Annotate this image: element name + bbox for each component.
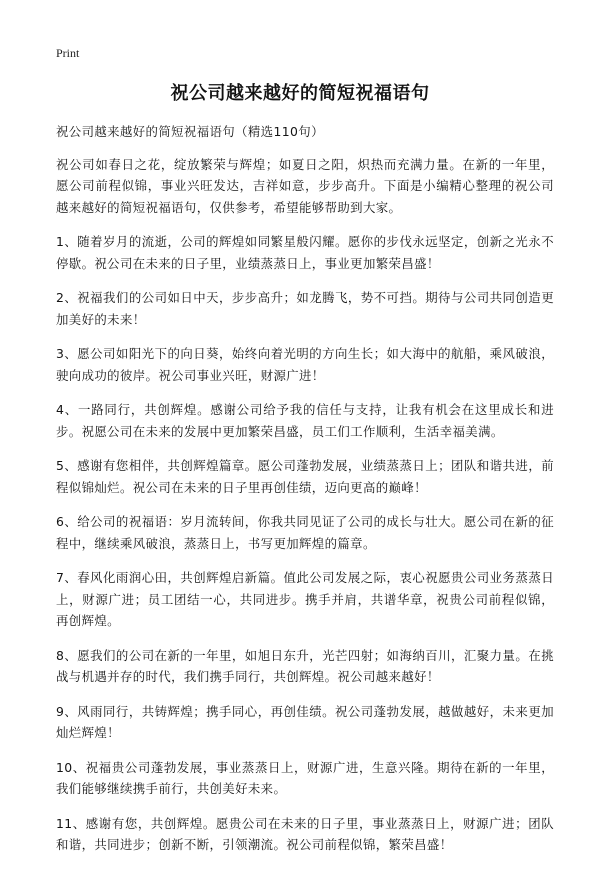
list-item: 3、愿公司如阳光下的向日葵，始终向着光明的方向生长；如大海中的航船，乘风破浪，驶向成功的彼岸。祝公司事业兴旺，财源广进！: [56, 346, 554, 383]
list-item: 5、感谢有您相伴，共创辉煌篇章。愿公司蓬勃发展，业绩蒸蒸日上；团队和谐共进，前程似锦灿烂。祝公司在未来的日子里再创佳绩，迈向更高的巅峰！: [56, 458, 554, 495]
list-item: 7、春风化雨润心田，共创辉煌启新篇。值此公司发展之际，衷心祝愿贵公司业务蒸蒸日上，财源广进；员工团结一心，共同进步。携手并肩，共谱华章，祝贵公司前程似锦，再创辉煌。: [56, 570, 554, 628]
list-item: 1、随着岁月的流逝，公司的辉煌如同繁星般闪耀。愿你的步伐永远坚定，创新之光永不停歇。祝公司在未来的日子里，业绩蒸蒸日上，事业更加繁荣昌盛！: [56, 234, 554, 271]
intro-paragraph: 祝公司如春日之花，绽放繁荣与辉煌；如夏日之阳，炽热而充满力量。在新的一年里，愿公司前程似锦，事业兴旺发达，吉祥如意，步步高升。下面是小编精心整理的祝公司越来越好的简短祝福语句，仅供参考，希望能够帮助到大家。: [56, 156, 554, 215]
list-item: 2、祝福我们的公司如日中天，步步高升；如龙腾飞，势不可挡。期待与公司共同创造更加美好的未来！: [56, 290, 554, 327]
article-body: [56, 121, 554, 869]
list-item: 9、风雨同行，共铸辉煌；携手同心，再创佳绩。祝公司蓬勃发展，越做越好，未来更加灿烂辉煌！: [56, 703, 554, 740]
page-title: 祝公司越来越好的简短祝福语句: [170, 83, 430, 104]
list-item: 6、给公司的祝福语：岁月流转间，你我共同见证了公司的成长与壮大。愿公司在新的征程中，继续乘风破浪，蒸蒸日上，书写更加辉煌的篇章。: [56, 514, 554, 551]
list-item: 4、一路同行，共创辉煌。感谢公司给予我的信任与支持，让我有机会在这里成长和进步。祝愿公司在未来的发展中更加繁荣昌盛，员工们工作顺利，生活幸福美满。: [56, 402, 554, 439]
list-item: 8、愿我们的公司在新的一年里，如旭日东升，光芒四射；如海纳百川，汇聚力量。在挑战与机遇并存的时代，我们携手同行，共创辉煌。祝公司越来越好！: [56, 647, 554, 684]
list-item: 10、祝福贵公司蓬勃发展，事业蒸蒸日上，财源广进，生意兴隆。期待在新的一年里，我们能够继续携手前行，共创美好未来。: [56, 759, 554, 796]
print-link[interactable]: Print: [56, 46, 80, 60]
article-subtitle: 祝公司越来越好的简短祝福语句（精选110句）: [56, 124, 324, 139]
list-item: 11、感谢有您，共创辉煌。愿贵公司在未来的日子里，事业蒸蒸日上，财源广进；团队和谐，共同进步；创新不断，引领潮流。祝公司前程似锦，繁荣昌盛！: [56, 815, 554, 852]
